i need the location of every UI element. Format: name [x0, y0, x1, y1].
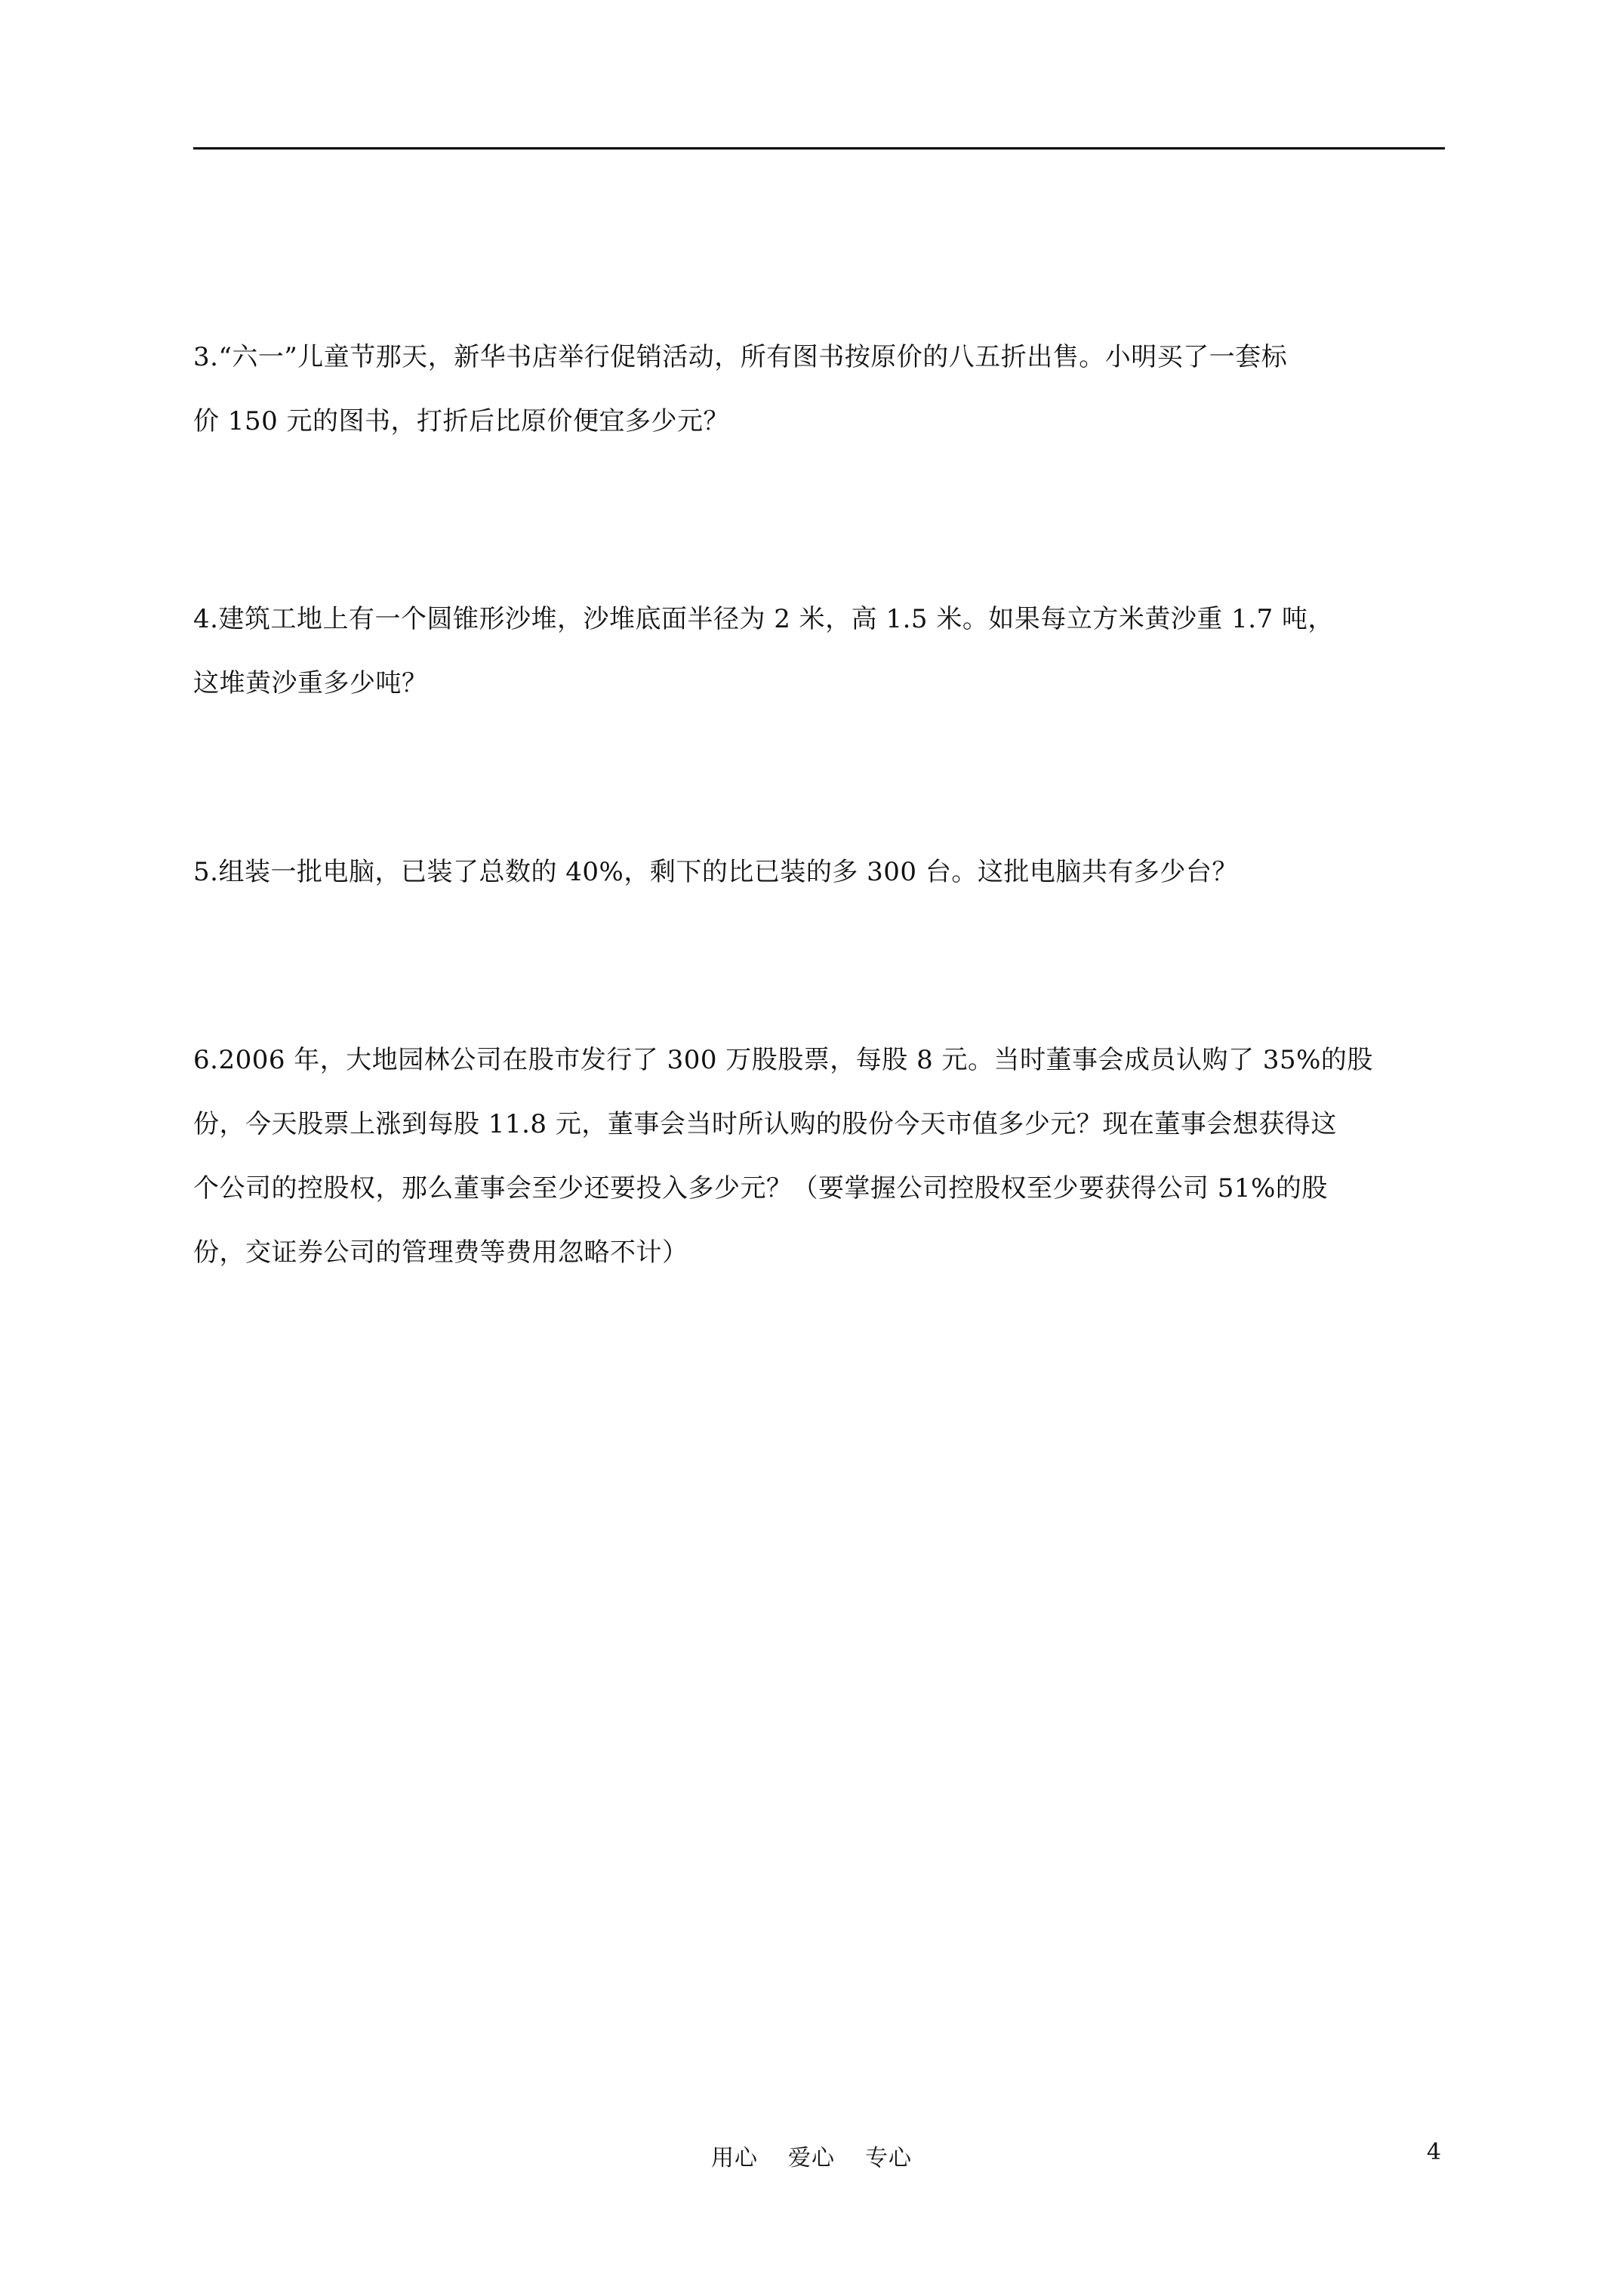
problem-line: 份，交证券公司的管理费等费用忽略不计） — [193, 1237, 688, 1268]
footer-motto-part: 爱心 — [788, 2145, 835, 2171]
problem-line: 价 150 元的图书，打折后比原价便宜多少元？ — [193, 406, 730, 436]
problem-6 — [193, 1028, 1446, 1285]
problem-3 — [193, 325, 1446, 454]
footer-motto — [0, 2139, 1623, 2172]
page-number: 4 — [1427, 2139, 1442, 2165]
problem-line: 这堆黄沙重多少吨？ — [193, 668, 428, 698]
footer-motto-part: 用心 — [711, 2145, 758, 2171]
problem-line: 3.“六一”儿童节那天，新华书店举行促销活动，所有图书按原价的八五折出售。小明买了一套标 — [193, 342, 1288, 372]
problem-4 — [193, 587, 1446, 716]
problem-line: 份，今天股票上涨到每股 11.8 元，董事会当时所认购的股份今天市值多少元？现在董事会想获得这 — [193, 1109, 1337, 1139]
problem-line: 个公司的控股权，那么董事会至少还要投入多少元？（要掌握公司控股权至少要获得公司 51%的股 — [193, 1173, 1328, 1203]
header-rule — [193, 147, 1445, 149]
problem-line: 5.组装一批电脑，已装了总数的 40%，剩下的比已装的多 300 台。这批电脑共有多少台？ — [193, 857, 1238, 887]
problem-5 — [193, 840, 1446, 905]
problem-line: 4.建筑工地上有一个圆锥形沙堆，沙堆底面半径为 2 米，高 1.5 米。如果每立方米黄沙重 1.7 吨， — [193, 604, 1335, 634]
footer-motto-part: 专心 — [865, 2145, 912, 2171]
problem-line: 6.2006 年，大地园林公司在股市发行了 300 万股股票，每股 8 元。当时董事会成员认购了 35%的股 — [193, 1045, 1373, 1075]
